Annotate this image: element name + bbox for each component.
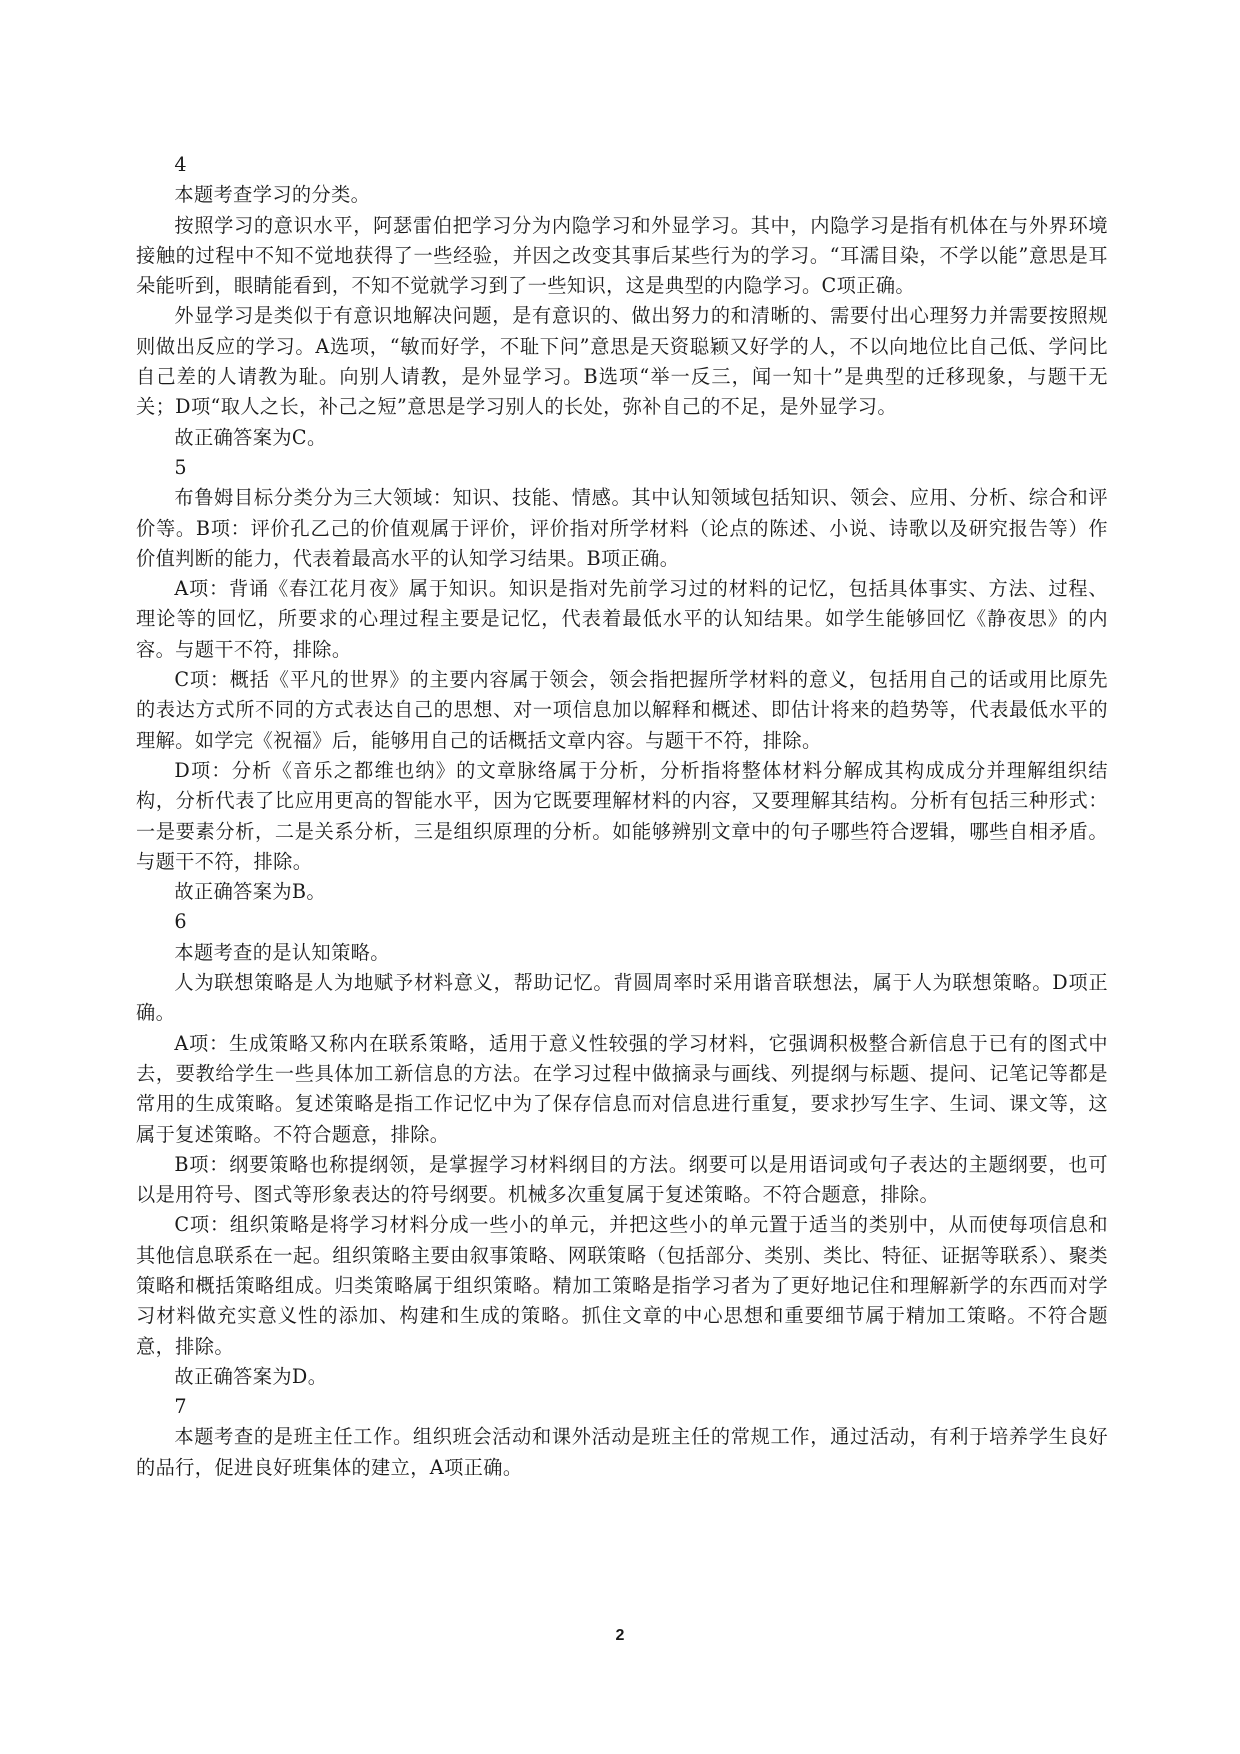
paragraph: 外显学习是类似于有意识地解决问题，是有意识的、做出努力的和清晰的、需要付出心理努力并需要按照规则做出反应的学习。A选项，“敏而好学，不耻下问”意思是天资聪颖又好学的人，不以向地位比自己低、学问比自己差的人请教为耻。向别人请教，是外显学习。B选项“举一反三，闻一知十”是典型的迁移现象，与题干无关；D项“取人之长，补己之短”意思是学习别人的长处，弥补自己的不足，是外显学习。 xyxy=(136,304,1108,419)
answer-line: 故正确答案为C。 xyxy=(174,425,327,449)
paragraph: A项：背诵《春江花月夜》属于知识。知识是指对先前学习过的材料的记忆，包括具体事实、方法、过程、理论等的回忆，所要求的心理过程主要是记忆，代表着最低水平的认知结果。如学生能够回忆《静夜思》的内容。与题干不符，排除。 xyxy=(136,577,1108,661)
paragraph: 本题考查的是认知策略。 xyxy=(174,940,390,964)
question-7-explanation xyxy=(136,1392,1108,1483)
document-body xyxy=(136,150,1108,1483)
question-number: 6 xyxy=(174,910,187,934)
question-number: 7 xyxy=(174,1395,187,1419)
question-number: 4 xyxy=(174,153,187,176)
question-number: 5 xyxy=(174,455,187,479)
question-4-explanation xyxy=(136,150,1108,453)
paragraph: A项：生成策略又称内在联系策略，适用于意义性较强的学习材料，它强调积极整合新信息于已有的图式中去，要教给学生一些具体加工新信息的方法。在学习过程中做摘录与画线、列提纲与标题、提问、记笔记等都是常用的生成策略。复述策略是指工作记忆中为了保存信息而对信息进行重复，要求抄写生字、生词、课文等，这属于复述策略。不符合题意，排除。 xyxy=(136,1031,1108,1146)
paragraph: 人为联想策略是人为地赋予材料意义，帮助记忆。背圆周率时采用谐音联想法，属于人为联想策略。D项正确。 xyxy=(136,971,1108,1025)
paragraph: D项：分析《音乐之都维也纳》的文章脉络属于分析，分析指将整体材料分解成其构成成分并理解组织结构，分析代表了比应用更高的智能水平，因为它既要理解材料的内容，又要理解其结构。分析有包括三种形式：一是要素分析，二是关系分析，三是组织原理的分析。如能够辨别文章中的句子哪些符合逻辑，哪些自相矛盾。与题干不符，排除。 xyxy=(136,758,1108,873)
paragraph: 按照学习的意识水平，阿瑟雷伯把学习分为内隐学习和外显学习。其中，内隐学习是指有机体在与外界环境接触的过程中不知不觉地获得了一些经验，并因之改变其事后某些行为的学习。“耳濡目染，不学以能”意思是耳朵能听到，眼睛能看到，不知不觉就学习到了一些知识，这是典型的内隐学习。C项正确。 xyxy=(136,213,1108,298)
question-6-explanation xyxy=(136,907,1108,1392)
paragraph: 本题考查的是班主任工作。组织班会活动和课外活动是班主任的常规工作，通过活动，有利于培养学生良好的品行，促进良好班集体的建立，A项正确。 xyxy=(136,1425,1108,1479)
paragraph: C项：概括《平凡的世界》的主要内容属于领会，领会指把握所学材料的意义，包括用自己的话或用比原先的表达方式所不同的方式表达自己的思想、对一项信息加以解释和概述、即估计将来的趋势等，代表最低水平的理解。如学完《祝福》后，能够用自己的话概括文章内容。与题干不符，排除。 xyxy=(136,668,1108,752)
question-5-explanation xyxy=(136,453,1108,907)
paragraph: C项：组织策略是将学习材料分成一些小的单元，并把这些小的单元置于适当的类别中，从而使每项信息和其他信息联系在一起。组织策略主要由叙事策略、网联策略（包括部分、类别、类比、特征、证据等联系）、聚类策略和概括策略组成。归类策略属于组织策略。精加工策略是指学习者为了更好地记住和理解新学的东西而对学习材料做充实意义性的添加、构建和生成的策略。抓住文章的中心思想和重要细节属于精加工策略。不符合题意，排除。 xyxy=(136,1213,1108,1358)
paragraph: 布鲁姆目标分类分为三大领域：知识、技能、情感。其中认知领域包括知识、领会、应用、分析、综合和评价等。B项：评价孔乙己的价值观属于评价，评价指对所学材料（论点的陈述、小说、诗歌以及研究报告等）作价值判断的能力，代表着最高水平的认知学习结果。B项正确。 xyxy=(136,486,1108,570)
page-number: 2 xyxy=(615,1627,625,1644)
paragraph: 本题考查学习的分类。 xyxy=(174,183,371,207)
paragraph: B项：纲要策略也称提纲领，是掌握学习材料纲目的方法。纲要可以是用语词或句子表达的主题纲要，也可以是用符号、图式等形象表达的符号纲要。机械多次重复属于复述策略。不符合题意，排除。 xyxy=(136,1152,1108,1207)
answer-line: 故正确答案为D。 xyxy=(174,1364,328,1388)
answer-line: 故正确答案为B。 xyxy=(174,880,327,904)
